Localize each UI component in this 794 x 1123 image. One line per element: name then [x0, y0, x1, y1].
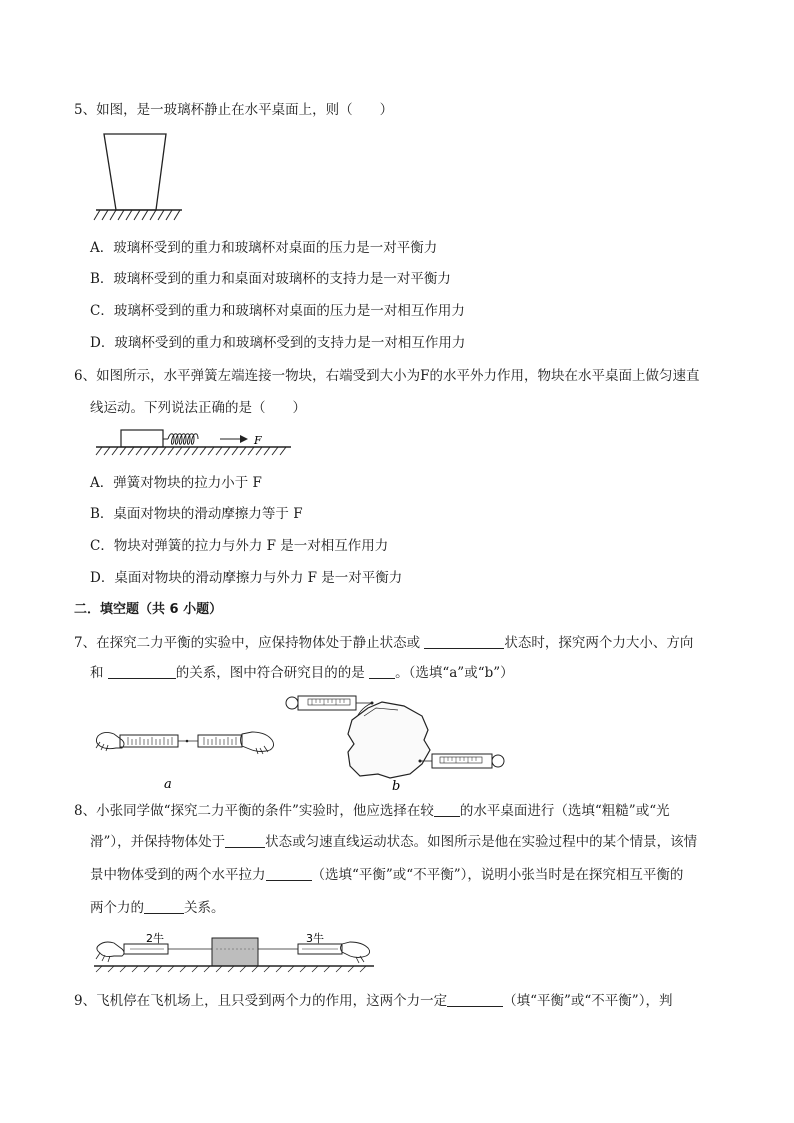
q8-text-2a: 滑”），并保持物体处于: [90, 834, 226, 850]
q9-text-1b: （填“平衡”或“不平衡”），判: [503, 993, 673, 1009]
q8-line3: [90, 866, 683, 884]
q6-option-b[interactable]: B．桌面对物块的滑动摩擦力等于 F: [90, 506, 303, 522]
q8-text-3a: 景中物体受到的两个水平拉力: [90, 867, 266, 883]
q7-text-2c: 。（选填“a”或“b”）: [395, 665, 514, 681]
q5-option-a[interactable]: A．玻璃杯受到的重力和玻璃杯对桌面的压力是一对平衡力: [90, 240, 438, 256]
q8-text-4a: 两个力的: [90, 900, 144, 916]
q8-text-1b: 的水平桌面进行（选填“粗糙”或“光: [459, 803, 670, 819]
q7-text-2b: 的关系，图中符合研究目的的是: [175, 665, 370, 681]
q8-right-scale-reading: 3牛: [306, 932, 324, 945]
q9-text-1a: 9、飞机停在飞机场上，且只受到两个力的作用，这两个力一定: [74, 993, 448, 1009]
q8-text-3b: （选填“平衡”或“不平衡”），说明小张当时是在探究相互平衡的: [311, 867, 684, 883]
q8-line4: [90, 899, 225, 917]
q5-option-b[interactable]: B．玻璃杯受到的重力和桌面对玻璃杯的支持力是一对平衡力: [90, 271, 451, 287]
q6-option-d[interactable]: D．桌面对物块的滑动摩擦力与外力 F 是一对平衡力: [90, 570, 403, 586]
q6-spring-block-figure: [96, 424, 296, 464]
q7-line1: [74, 634, 693, 652]
q8-text-1a: 8、小张同学做“探究二力平衡的条件”实验时，他应选择在较: [74, 803, 434, 819]
q8-blank-1[interactable]: [434, 802, 460, 817]
q6-stem-line1: 6、如图所示，水平弹簧左端连接一物块，右端受到大小为F的水平外力作用，物块在水平桌面上做匀速直: [74, 368, 700, 384]
q8-line1: [74, 802, 670, 820]
q7-figure-b-label: b: [392, 779, 401, 794]
q8-two-forces-figure: [94, 928, 374, 976]
q8-text-4b: 关系。: [184, 900, 225, 916]
q8-blank-4[interactable]: [144, 899, 184, 914]
q9-blank-1[interactable]: [447, 992, 503, 1007]
q7-text-1b: 状态时，探究两个力大小、方向: [504, 635, 694, 651]
q6-option-c[interactable]: C．物块对弹簧的拉力与外力 F 是一对相互作用力: [90, 538, 389, 554]
q7-blank-1[interactable]: [424, 634, 504, 649]
q9-line1: [74, 992, 672, 1010]
q8-left-scale-reading: 2牛: [146, 932, 164, 945]
q7-line2: [90, 664, 514, 682]
section-fill-in-title: 二．填空题（共 6 小题）: [74, 602, 223, 617]
q7-text-2a: 和: [90, 665, 108, 681]
q7-blank-2[interactable]: [108, 664, 176, 679]
q5-stem: 5、如图，是一玻璃杯静止在水平桌面上，则（ ）: [74, 102, 394, 118]
q5-option-c[interactable]: C．玻璃杯受到的重力和玻璃杯对桌面的压力是一对相互作用力: [90, 303, 465, 319]
q8-line2: [90, 833, 697, 851]
q6-force-label: F: [254, 434, 262, 447]
q7-figure-b: [280, 690, 520, 794]
q8-text-2b: 状态或匀速直线运动状态。如图所示是他在实验过程中的某个情景，该情: [265, 834, 698, 850]
q8-blank-2[interactable]: [225, 833, 265, 848]
q7-figure-a: [94, 728, 284, 792]
q7-figure-a-label: a: [164, 777, 172, 792]
q5-option-d[interactable]: D．玻璃杯受到的重力和玻璃杯受到的支持力是一对相互作用力: [90, 335, 466, 351]
q6-option-a[interactable]: A．弹簧对物块的拉力小于 F: [90, 475, 262, 491]
q5-glass-figure: [94, 132, 184, 226]
q6-stem-line2: 线运动。下列说法正确的是（ ）: [90, 400, 306, 416]
q7-blank-3[interactable]: [369, 664, 395, 679]
q7-text-1a: 7、在探究二力平衡的实验中，应保持物体处于静止状态或: [74, 635, 425, 651]
q8-blank-3[interactable]: [266, 866, 312, 881]
